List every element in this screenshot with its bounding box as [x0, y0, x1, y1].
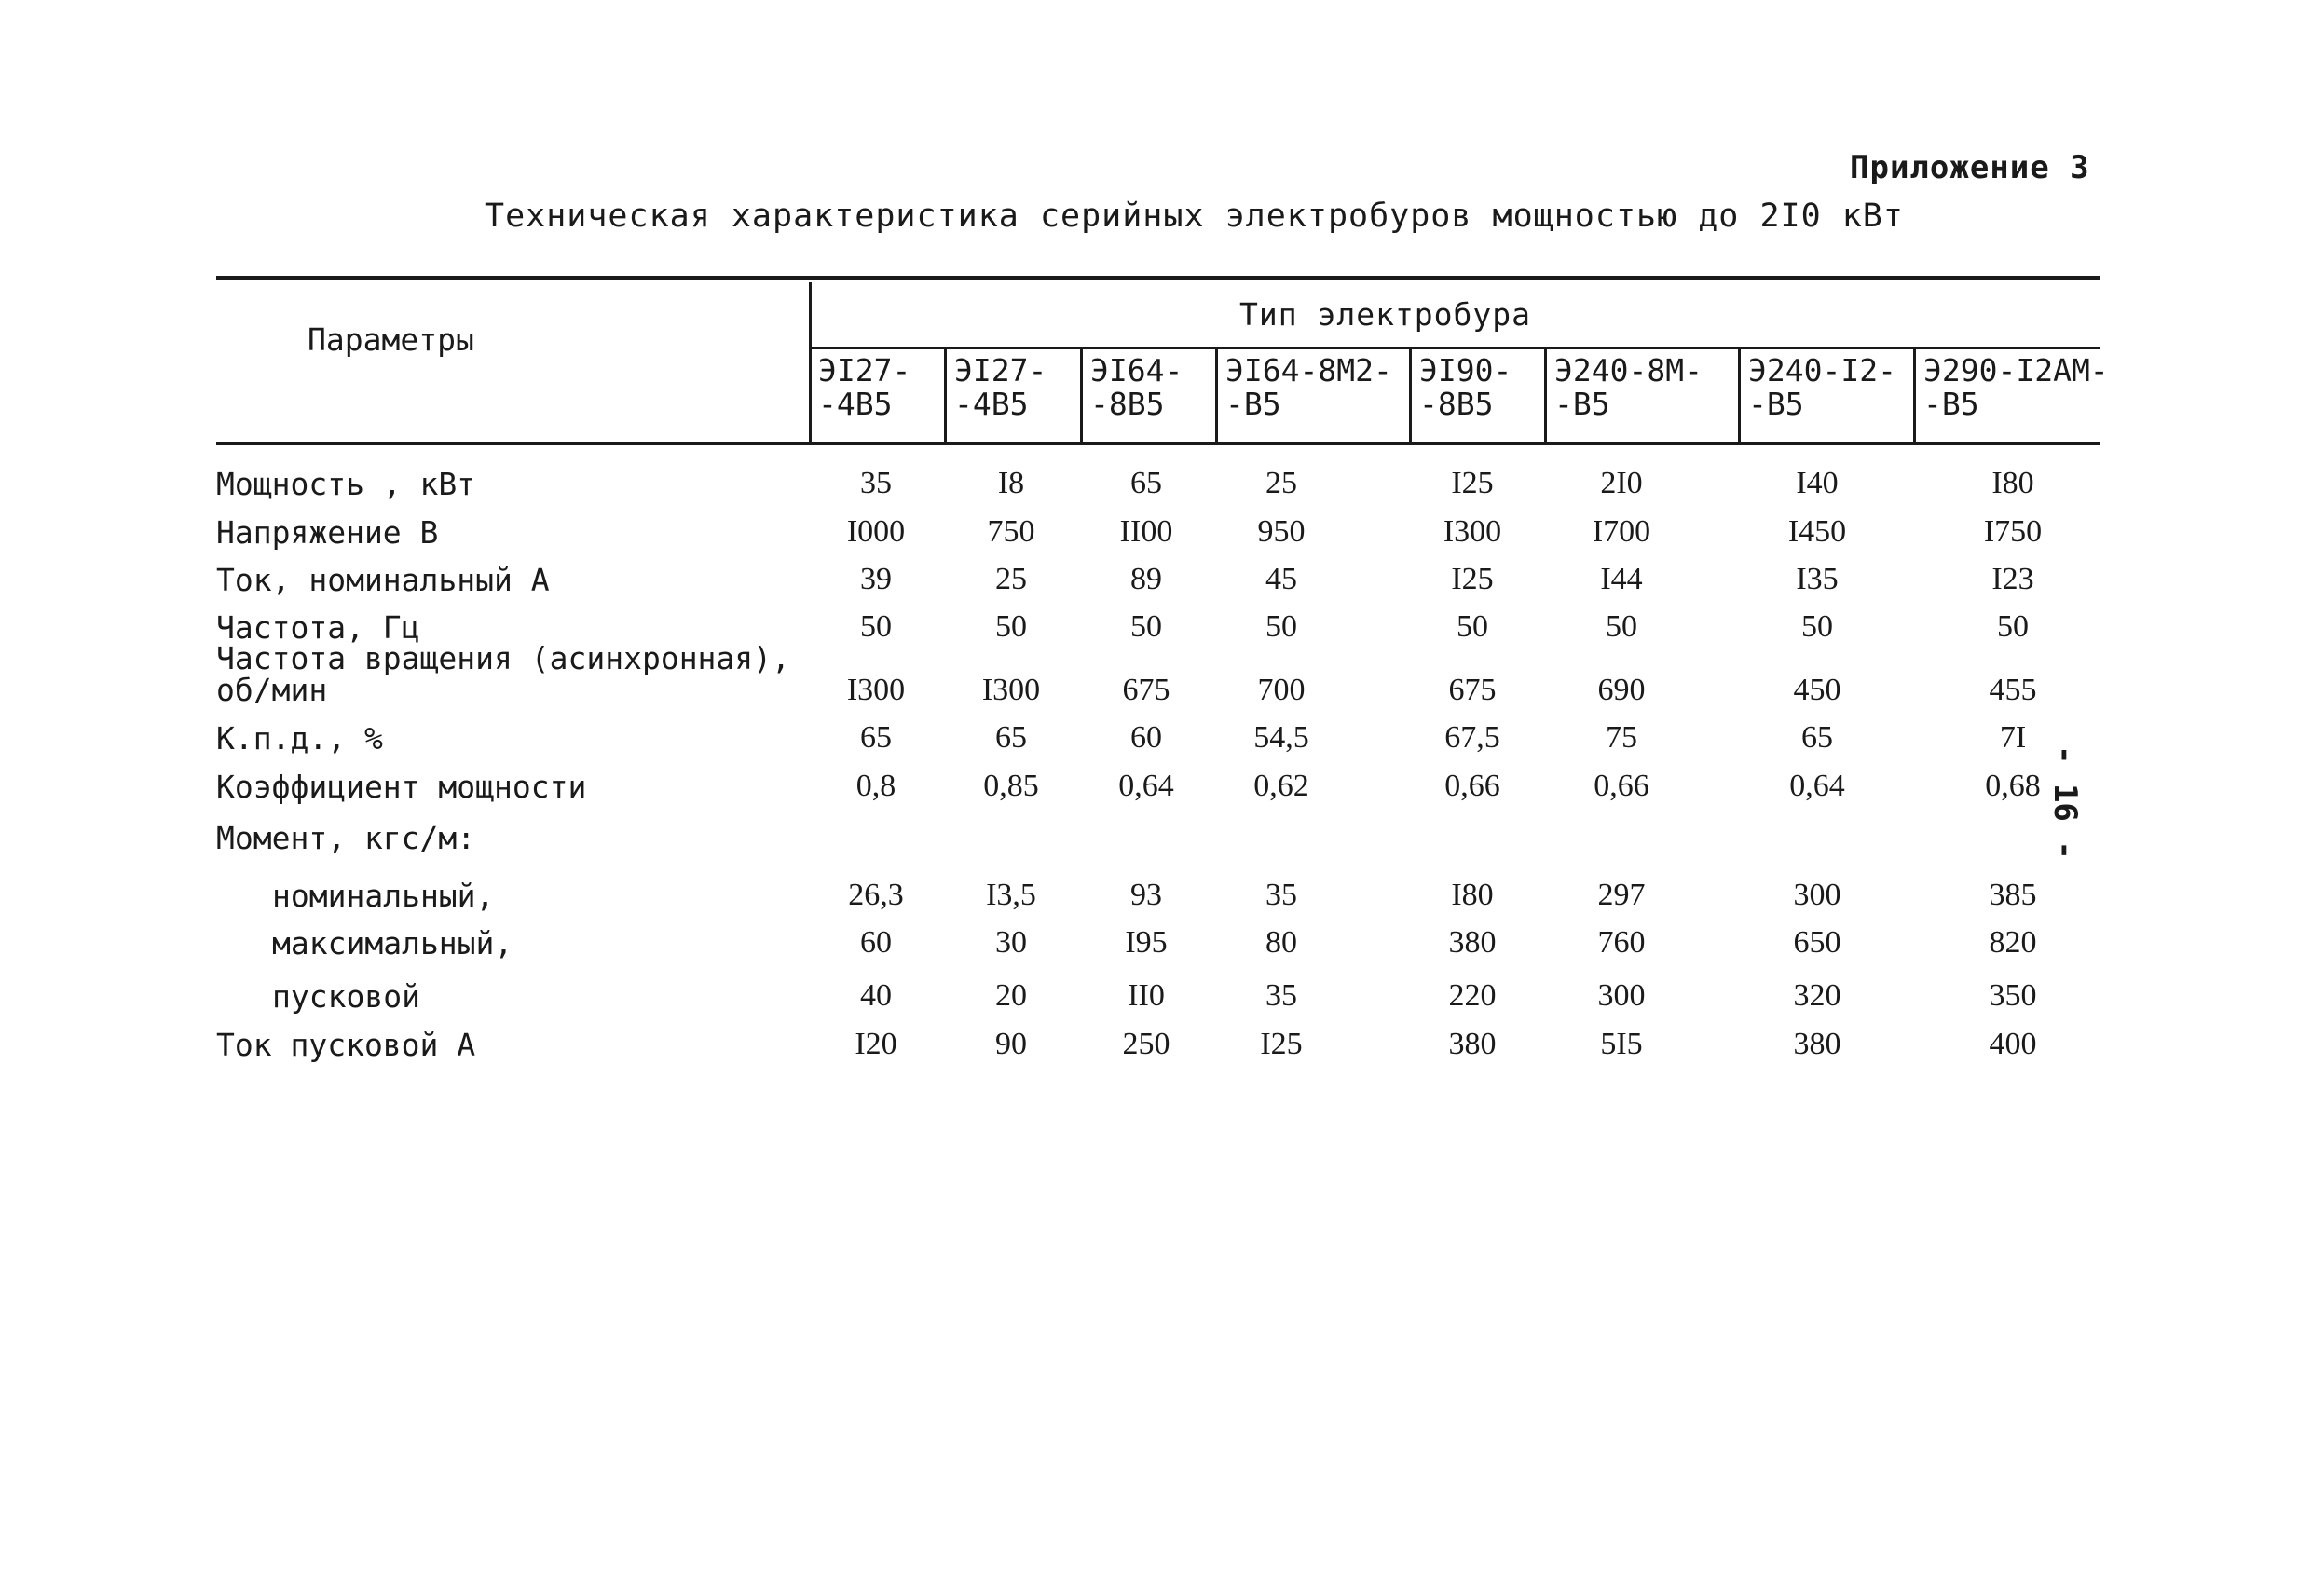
table-cell: 0,8 — [855, 769, 896, 803]
row-label: Мощность , кВт — [216, 466, 476, 502]
table-cell: I300 — [981, 673, 1041, 707]
document-title: Техническая характеристика серийных электробуров мощностью до 2I0 кВт — [485, 198, 1904, 235]
table-cell: 400 — [1989, 1027, 2037, 1061]
col-divider-4 — [1409, 348, 1412, 442]
table-cell: I44 — [1600, 562, 1643, 596]
table-cell: I450 — [1787, 514, 1847, 549]
table-cell: 35 — [1265, 978, 1297, 1013]
appendix-label: Приложение 3 — [1850, 149, 2090, 186]
table-cell: 65 — [1801, 720, 1833, 755]
type-header-rule — [811, 347, 2100, 349]
table-cell: 25 — [1265, 466, 1297, 500]
table-cell: 25 — [995, 562, 1027, 596]
table-cell: 0,64 — [1789, 769, 1845, 803]
table-cell: 50 — [860, 609, 892, 644]
table-cell: I20 — [855, 1027, 897, 1061]
table-cell: I300 — [1443, 514, 1502, 549]
table-cell: II0 — [1128, 978, 1165, 1013]
table-cell: I40 — [1796, 466, 1839, 500]
table-cell: I23 — [1991, 562, 2034, 596]
row-label: Напряжение В — [216, 514, 439, 551]
row-label: пусковой — [272, 978, 420, 1015]
table-cell: I3,5 — [986, 878, 1036, 912]
type-header: Тип электробура — [1239, 296, 1532, 333]
col-divider-1 — [944, 348, 947, 442]
table-cell: 250 — [1122, 1027, 1170, 1061]
table-cell: 700 — [1257, 673, 1306, 707]
table-cell: 50 — [1606, 609, 1637, 644]
table-cell: 90 — [995, 1027, 1027, 1061]
table-cell: 50 — [995, 609, 1027, 644]
table-cell: 380 — [1793, 1027, 1841, 1061]
table-cell: 0,62 — [1253, 769, 1309, 803]
table-cell: I80 — [1451, 878, 1494, 912]
table-cell: 0,68 — [1985, 769, 2041, 803]
table-cell: I35 — [1796, 562, 1839, 596]
table-cell: 40 — [860, 978, 892, 1013]
table-cell: 50 — [1265, 609, 1297, 644]
table-cell: 380 — [1448, 925, 1497, 960]
column-header: ЭI27- -4В5 — [954, 352, 1047, 422]
table-cell: 65 — [995, 720, 1027, 755]
table-cell: 820 — [1989, 925, 2037, 960]
table-cell: 0,64 — [1118, 769, 1174, 803]
table-cell: 39 — [860, 562, 892, 596]
table-cell: 300 — [1597, 978, 1646, 1013]
table-cell: 300 — [1793, 878, 1841, 912]
row-label: Ток пусковой А — [216, 1027, 476, 1063]
table-cell: 675 — [1448, 673, 1497, 707]
column-header: ЭI64-8М2- -В5 — [1225, 352, 1392, 422]
table-cell: 30 — [995, 925, 1027, 960]
table-cell: 80 — [1265, 925, 1297, 960]
table-cell: 65 — [1130, 466, 1162, 500]
table-cell: 380 — [1448, 1027, 1497, 1061]
table-cell: 220 — [1448, 978, 1497, 1013]
table-cell: 93 — [1130, 878, 1162, 912]
table-cell: 320 — [1793, 978, 1841, 1013]
table-cell: 60 — [860, 925, 892, 960]
table-cell: 7I — [1999, 720, 2027, 755]
table-cell: 450 — [1793, 673, 1841, 707]
params-divider — [809, 282, 812, 443]
table-top-rule — [216, 276, 2100, 280]
table-cell: 297 — [1597, 878, 1646, 912]
column-header: ЭI64- -8В5 — [1090, 352, 1183, 422]
table-cell: 89 — [1130, 562, 1162, 596]
col-divider-5 — [1544, 348, 1547, 442]
table-cell: 650 — [1793, 925, 1841, 960]
table-cell: 50 — [1130, 609, 1162, 644]
col-divider-6 — [1738, 348, 1741, 442]
table-cell: II00 — [1119, 514, 1173, 549]
table-cell: 750 — [987, 514, 1035, 549]
table-cell: I700 — [1592, 514, 1651, 549]
table-cell: I95 — [1125, 925, 1168, 960]
row-label: Ток, номинальный А — [216, 562, 550, 598]
col-divider-3 — [1215, 348, 1218, 442]
table-cell: 26,3 — [848, 878, 904, 912]
table-cell: 67,5 — [1444, 720, 1500, 755]
row-label: максимальный, — [272, 925, 513, 962]
row-label: К.п.д., % — [216, 720, 383, 757]
table-cell: I25 — [1451, 466, 1494, 500]
row-label: Частота вращения (асинхронная), об/мин — [216, 640, 790, 708]
table-cell: 50 — [1457, 609, 1488, 644]
table-cell: 350 — [1989, 978, 2037, 1013]
table-cell: 54,5 — [1253, 720, 1309, 755]
table-cell: I25 — [1260, 1027, 1303, 1061]
params-header: Параметры — [308, 321, 474, 358]
column-header: ЭI27- -4В5 — [818, 352, 911, 422]
table-cell: 385 — [1989, 878, 2037, 912]
table-cell: 0,66 — [1594, 769, 1649, 803]
table-cell: 60 — [1130, 720, 1162, 755]
table-cell: 75 — [1606, 720, 1637, 755]
table-cell: 45 — [1265, 562, 1297, 596]
table-cell: 2I0 — [1600, 466, 1643, 500]
row-label: Частота, Гц — [216, 609, 420, 646]
table-cell: I80 — [1991, 466, 2034, 500]
table-cell: I000 — [846, 514, 906, 549]
table-cell: 690 — [1597, 673, 1646, 707]
page-number: - 16 - — [2046, 745, 2084, 860]
table-cell: 950 — [1257, 514, 1306, 549]
row-label: номинальный, — [272, 878, 495, 914]
col-divider-2 — [1080, 348, 1083, 442]
table-cell: 0,85 — [983, 769, 1039, 803]
table-cell: 5I5 — [1600, 1027, 1643, 1061]
table-cell: 20 — [995, 978, 1027, 1013]
table-cell: 65 — [860, 720, 892, 755]
table-cell: 35 — [860, 466, 892, 500]
table-cell: 0,66 — [1444, 769, 1500, 803]
table-cell: I750 — [1983, 514, 2043, 549]
col-divider-7 — [1913, 348, 1916, 442]
table-cell: 675 — [1122, 673, 1170, 707]
table-cell: I25 — [1451, 562, 1494, 596]
row-label: Коэффициент мощности — [216, 769, 587, 805]
table-cell: 35 — [1265, 878, 1297, 912]
column-header: ЭI90- -8В5 — [1419, 352, 1512, 422]
header-bottom-rule — [216, 442, 2100, 445]
column-header: Э290-I2АМ- -В5 — [1923, 352, 2109, 422]
column-header: Э240-I2- -В5 — [1748, 352, 1896, 422]
table-cell: 760 — [1597, 925, 1646, 960]
column-header: Э240-8М- -В5 — [1554, 352, 1703, 422]
table-cell: 50 — [1801, 609, 1833, 644]
table-cell: 50 — [1997, 609, 2029, 644]
table-cell: I8 — [997, 466, 1025, 500]
row-label: Момент, кгс/м: — [216, 820, 476, 856]
table-cell: 455 — [1989, 673, 2037, 707]
table-cell: I300 — [846, 673, 906, 707]
